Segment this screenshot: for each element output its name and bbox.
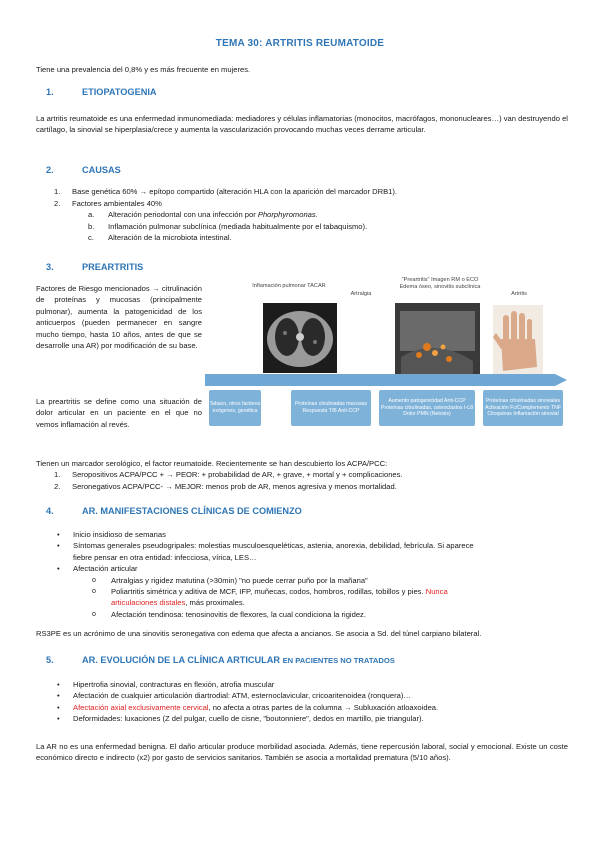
sub-list-item: o Artralgias y rigidez matutina (>30min) "no puede cerrar puño por la mañana" [55, 575, 573, 586]
marker-list [54, 469, 574, 492]
sub-list-item: o Poliartritis simétrica y aditiva de MCF, IFP, muñecas, codos, hombros, rodillas, tobillos y pies. Nunca [55, 586, 573, 597]
preartritis-diagram [205, 277, 567, 444]
list-item: a. Alteración periodontal con una infección por Phorphyromonas. [88, 210, 318, 220]
list-item: 2. Seronegativos ACPA/PCC- → MEJOR: menos prob de AR, menos agresiva y menos mortalidad. [54, 481, 397, 491]
timeline-arrow [205, 374, 567, 386]
sub-list-item-continuation: articulaciones distales, más proximales. [111, 598, 245, 608]
section-heading-causas: 2. CAUSAS [46, 165, 121, 175]
hand-image [493, 305, 543, 383]
list-item: • Inicio insidioso de semanas [55, 529, 573, 540]
marker-text: Tienen un marcador serológico, el factor reumatoide. Recientemente se han descubierto los ACPA/PCC: [36, 459, 388, 468]
section-heading-preartritis: 3. PREARTRITIS [46, 262, 144, 272]
preartritis-definition: La preartritis se define como una situación de dolor articular en un paciente en el que no vemos inflamación al revés. [36, 397, 202, 429]
diagram-label-inflamacion: Inflamación pulmonar TACAR [252, 283, 326, 289]
section-heading-manifestaciones: 4. AR. MANIFESTACIONES CLÍNICAS DE COMIENZO [46, 506, 302, 516]
causas-list [54, 186, 574, 244]
rs3pe-note: RS3PE es un acrónimo de una sinovitis seronegativa con edema que afecta a ancianos. Se asocia a Sd. del túnel carpiano bilateral. [36, 629, 482, 638]
rm-eco-image [395, 303, 480, 379]
diagram-box-patogenicidad: Aumento patogenicidad Anti-CCP Proteínas citrulinadas, osteoclastos I-L8 Dolor PMN (Netosis) [379, 390, 475, 426]
list-item: • Hipertrofia sinovial, contracturas en flexión, atrofia muscular [55, 679, 573, 690]
list-item: b. Inflamación pulmonar subclínica (mediada habitualmente por el tabaquismo). [88, 221, 368, 231]
section-heading-etiopatogenia: 1. ETIOPATOGENIA [46, 87, 157, 97]
evolucion-list [55, 679, 573, 725]
list-item: c. Alteración de la microbiota intestinal. [88, 233, 232, 243]
closing-text: La AR no es una enfermedad benigna. El daño articular produce morbilidad asociada. Además, tiene repercusión laboral, social y emocional. Existe un coste económico directo e indirecto (x2) por gasto de servicios sanitarios. También se asocia a mortalidad prematura (5/10 años). [36, 742, 568, 763]
list-item: • Síntomas generales pseudogripales: molestias musculoesqueléticas, astenia, anorexia, debilidad, febrícula. Si aparece [55, 540, 573, 551]
preartritis-text: Factores de Riesgo mencionados → citrulinación de proteínas y mucosas (principalmente pulmonar), aumenta la patogenicidad de los anticuerpos (pueden permanecer en sangre mucho tiempo, hasta 10 años, antes de que se desarrolle una AR) por modificación de su base. [36, 284, 202, 351]
diagram-box-proteinas-mucosas: Proteínas citrulinadas mucosas Respuesta T/B Anti-CCP [291, 390, 371, 426]
document-title: TEMA 30: ARTRITIS REUMATOIDE [215, 38, 385, 49]
diagram-label-artritis: Artritis [511, 291, 527, 297]
list-item-continuation: fiebre pensar en otra entidad: infecciosa, vírica, LES… [73, 552, 257, 562]
list-item: 1. Seropositivos ACPA/PCC + → PEOR: + probabilidad de AR, + grave, + mortal y + complicaciones. [54, 470, 403, 479]
diagram-label-artralgia: Artralgia [350, 291, 372, 297]
list-item: 1. Base genética 60% → epítopo compartido (alteración HLA con la aparición del marcador DRB1). [54, 187, 398, 196]
etiopatogenia-text: La artritis reumatoide es una enfermedad inmunomediada: mediadores y células inflamatorias (monocitos, macrófagos, mononucleares…) van destruyendo el cartílago, la sinovial se hiperplasia/crece y aumenta la vascularización provocando muchas veces derrame articular. [36, 114, 568, 135]
manifestaciones-list [55, 529, 573, 620]
sub-list-item: o Afectación tendinosa: tenosinovitis de flexores, la cual condiciona la rigidez. [55, 609, 573, 620]
list-item: • Afectación articular [55, 563, 573, 574]
lung-ct-image [263, 303, 337, 373]
diagram-box-tabaco: Tabaco, otros factores exógenos, genética [209, 390, 261, 426]
diagram-label-preartritis: "Preartritis" Imagen RM o ECO Edema óseo, sinovitis subclínica [399, 277, 481, 290]
list-item: • Afectación axial exclusivamente cervical, no afecta a otras partes de la columna → Subluxación atloaxoidea. [55, 702, 573, 713]
list-item: • Deformidades: luxaciones (Z del pulgar, cuello de cisne, "boutonniere", dedos en martillo, pie triangular). [55, 713, 573, 724]
intro-text: Tiene una prevalencia del 0,8% y es más frecuente en mujeres. [36, 65, 251, 74]
diagram-box-sinoviales: Proteínas citrulinadas sinoviales Activación Fc/Complemento TNF Citoquinas Inflamación sinovial [483, 390, 563, 426]
list-item: • Afectación de cualquier articulación diartrodial: ATM, esternoclavicular, cricoaritenoidea (ronquera)… [55, 690, 573, 701]
list-item: 2. Factores ambientales 40% [54, 198, 162, 208]
section-heading-evolucion: 5. AR. EVOLUCIÓN DE LA CLÍNICA ARTICULAR EN PACIENTES NO TRATADOS [46, 655, 395, 665]
